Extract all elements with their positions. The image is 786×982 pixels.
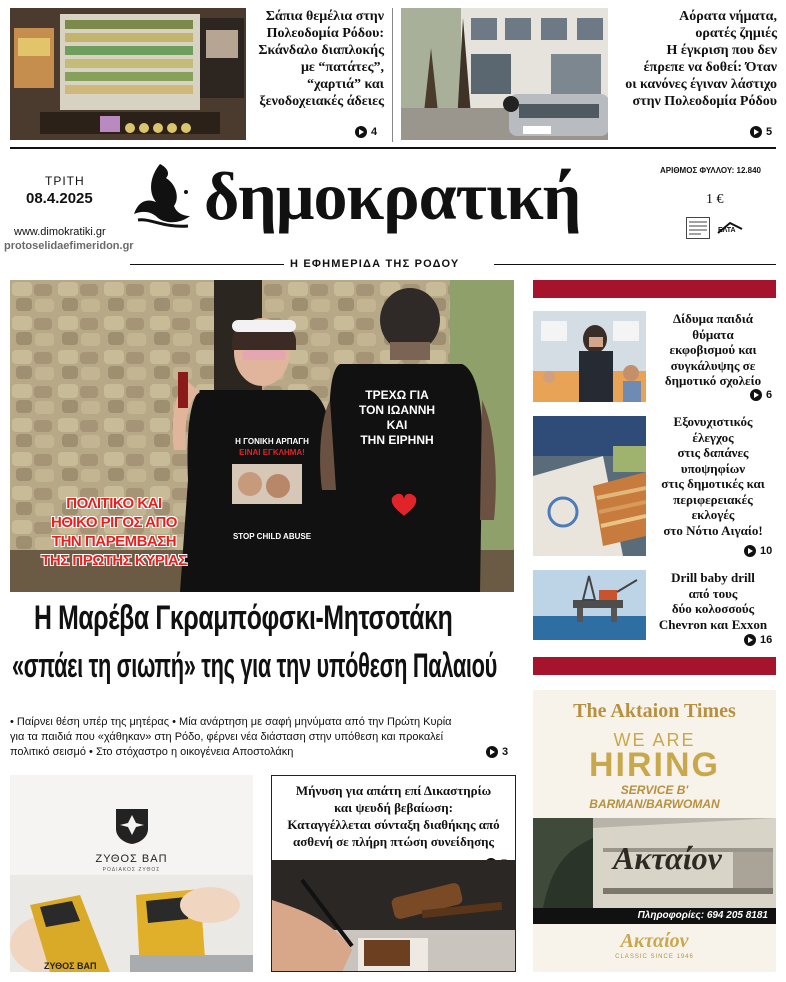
ad-role-line: BARMAN/BARWOMAN: [589, 797, 720, 811]
sidebar-story-1-headline[interactable]: [650, 311, 776, 389]
headline-line: έλεγχος: [692, 429, 734, 445]
shirt-left-bottom-text: STOP CHILD ABUSE: [232, 532, 312, 541]
page-number: 16: [760, 634, 773, 646]
summary-line: για τα παιδιά που «χάθηκαν» στη Ρόδο, φέρνει νέα διάσταση στην υπόθεση και προκαλεί: [10, 731, 444, 743]
beer-brand: ΖΥΘΟΣ ΒΑΠ: [95, 853, 168, 865]
page-number: 4: [371, 126, 378, 138]
overlay-line: ΗΘΙΚΟ ΡΙΓΟΣ ΑΠΟ: [51, 514, 177, 531]
overlay-line: ΤΗΝ ΠΑΡΕΜΒΑΣΗ: [51, 533, 177, 550]
ad-hiring: HIRING: [589, 746, 720, 784]
money-seizure-photo: [10, 8, 246, 140]
headline-line: Πολεοδομία Ρόδου:: [266, 26, 384, 41]
page-number: 6: [766, 389, 773, 401]
headline-line: ξενοδοχειακές άδειες: [259, 94, 384, 109]
sidebar-story-3-page[interactable]: [744, 634, 772, 646]
beer-logo-icon: [112, 805, 152, 845]
top-story-right-page[interactable]: [750, 126, 772, 138]
headline-line: Σάπια θεμέλια στην: [265, 9, 384, 24]
dove-logo-icon: [130, 162, 196, 234]
certification-box: [686, 217, 710, 239]
elta-label: ΕΛΤΑ: [718, 227, 736, 234]
arrow-right-icon: [355, 126, 367, 138]
shirt-line: ΚΑΙ: [386, 418, 408, 432]
headline-line: οι κανόνες έγιναν λάστιχο: [625, 77, 777, 92]
page-number: 5: [766, 126, 773, 138]
sidebar-story-2-headline[interactable]: [650, 414, 776, 538]
shirt-line: ΕΙΝΑΙ ΕΓΚΛΗΜΑ!: [239, 448, 305, 457]
tagline-rule-right: [494, 264, 776, 265]
headline-line: Δίδυμα παιδιά: [673, 311, 753, 326]
headline-line: έπρεπε να δοθεί: Όταν: [643, 60, 777, 75]
ad-service-line: SERVICE B': [620, 783, 689, 797]
headline-line: συγκάλυψης σε: [670, 357, 756, 373]
headline-line: Chevron και Exxon: [658, 616, 768, 632]
tagline-rule-left: [130, 264, 284, 265]
newspaper-logo: δημοκρατική: [204, 158, 581, 234]
headline-line: περιφερειακές: [673, 491, 753, 507]
arrow-right-icon: [744, 545, 756, 557]
lawsuit-story-box[interactable]: [271, 775, 516, 972]
arrow-right-icon: [486, 746, 498, 758]
column-divider: [392, 8, 393, 142]
shirt-line: ΤΡΕΧΩ ΓΙΑ: [365, 388, 429, 402]
lead-page[interactable]: [486, 746, 508, 758]
headline-line: Η έγκριση που δεν: [666, 43, 777, 58]
headline-line: στην Πολεοδομία Ρόδου: [632, 94, 777, 109]
headline-line: θύματα: [692, 326, 734, 342]
oil-rig-photo: [533, 570, 646, 640]
school-photo: [533, 311, 646, 402]
arrow-right-icon: [750, 389, 762, 401]
top-story-left-page[interactable]: [355, 126, 377, 138]
ad-logo-sub: CLASSIC SINCE 1946: [615, 954, 694, 960]
headline-line: ασθενή σε πλήρη πτώση συνείδησης: [292, 834, 495, 849]
hiring-ad[interactable]: [533, 690, 776, 972]
headline-line: στις δημοτικές και: [661, 476, 765, 491]
lawsuit-headline: [272, 782, 515, 850]
beer-sub: ΡΟΔΙΑΚΟΣ ΖΥΘΟΣ: [102, 867, 161, 873]
sidebar-story-1-page[interactable]: [750, 389, 772, 401]
sidebar-story-2-page[interactable]: [744, 545, 772, 557]
headline-line: και ψευδή βεβαίωση:: [334, 800, 453, 815]
top-story-left-headline[interactable]: [250, 8, 384, 110]
headline-line: με “πατάτες”,: [300, 60, 384, 75]
headline-line: εκλογές: [691, 507, 735, 522]
ad-building-sign: Ακταίον: [613, 840, 722, 876]
masthead-day: ΤΡΙΤΗ: [45, 174, 85, 188]
page-number: 10: [760, 545, 773, 557]
masthead-date: 08.4.2025: [26, 190, 93, 207]
planning-office-photo: [401, 8, 608, 140]
gavel-photo: [272, 860, 515, 972]
top-story-right-headline[interactable]: [612, 8, 777, 110]
beer-can-text: ΖΥΘΟΣ ΒΑΠ: [44, 961, 97, 971]
ad-masthead: The Aktaion Times: [573, 700, 736, 722]
top-rule: [10, 147, 776, 149]
masthead-website[interactable]: www.dimokratiki.gr: [14, 226, 106, 238]
masthead-tagline: Η ΕΦΗΜΕΡΙΔΑ ΤΗΣ ΡΟΔΟΥ: [290, 258, 460, 270]
page-number: 3: [502, 746, 509, 758]
headline-line: Αόρατα νήματα,: [679, 9, 777, 24]
shirt-line: Η ΓΟΝΙΚΗ ΑΡΠΑΓΗ: [235, 437, 309, 446]
lead-headline-line1[interactable]: Η Μαρέβα Γκραμπόφσκι-Μητσοτάκη: [34, 599, 453, 637]
beer-ad[interactable]: [10, 775, 253, 972]
ad-logo: Ακταίον: [620, 930, 689, 952]
shirt-line: ΤΟΝ ΙΩΑΝΝΗ: [358, 403, 436, 417]
headline-line: Καταγγέλλεται σύνταξη διαθήκης από: [287, 817, 500, 832]
watermark: protoselidaefimeridon.gr: [4, 240, 134, 252]
arrow-right-icon: [744, 634, 756, 646]
headline-line: στις δαπάνες: [677, 445, 749, 460]
headline-line: Drill baby drill: [671, 570, 755, 585]
lead-summary: [10, 715, 516, 760]
lead-headline-line2[interactable]: «σπάει τη σιωπή» της για την υπόθεση Παλαιού: [12, 647, 497, 685]
headline-line: υποψηφίων: [680, 460, 746, 476]
ad-info: Πληροφορίες: 694 205 8181: [637, 910, 768, 921]
shirt-right-text: [352, 388, 442, 448]
headline-line: δύο κολοσσούς: [671, 601, 755, 616]
headline-line: από τους: [688, 585, 738, 601]
summary-line: • Παίρνει θέση υπέρ της μητέρας • Μία ανάρτηση με σαφή μηνύματα από την Πρώτη Κυρία: [10, 716, 452, 728]
headline-line: εκφοβισμού και: [669, 342, 757, 357]
sidebar-bottom-bar: [533, 657, 776, 675]
arrow-right-icon: [750, 126, 762, 138]
headline-line: Εξονυχιστικός: [673, 414, 753, 429]
shirt-line: ΤΗΝ ΕΙΡΗΝΗ: [360, 433, 434, 447]
headline-line: στο Νότιο Αιγαίο!: [663, 522, 763, 538]
headline-line: “χαρτιά” και: [307, 77, 384, 92]
beer-cans-photo: [10, 875, 253, 972]
headline-line: δημοτικό σχολείο: [664, 373, 762, 388]
overlay-line: ΠΟΛΙΤΙΚΟ ΚΑΙ: [66, 495, 162, 512]
overlay-line: ΤΗΣ ΠΡΩΤΗΣ ΚΥΡΙΑΣ: [41, 552, 187, 569]
headline-line: Μήνυση για απάτη επί Δικαστηρίω: [295, 783, 492, 798]
ad-info-bar: [533, 908, 776, 924]
price: 1 €: [706, 192, 724, 207]
summary-line: πολιτικό σεισμό • Στο στόχαστρο η οικογένεια Αποστολάκη: [10, 746, 294, 758]
headline-line: ορατές ζημιές: [695, 26, 777, 41]
sidebar-story-3-headline[interactable]: [650, 570, 776, 632]
envelope-money-photo: [533, 416, 646, 556]
shirt-left-text: [222, 436, 322, 458]
lead-photo-overlay: [14, 494, 214, 570]
sidebar-top-bar: [533, 280, 776, 298]
ad-we-are: WE ARE: [613, 730, 696, 750]
issue-number: ΑΡΙΘΜΟΣ ΦΥΛΛΟΥ: 12.840: [660, 166, 761, 175]
headline-line: Σκάνδαλο διαπλοκής: [258, 43, 384, 58]
